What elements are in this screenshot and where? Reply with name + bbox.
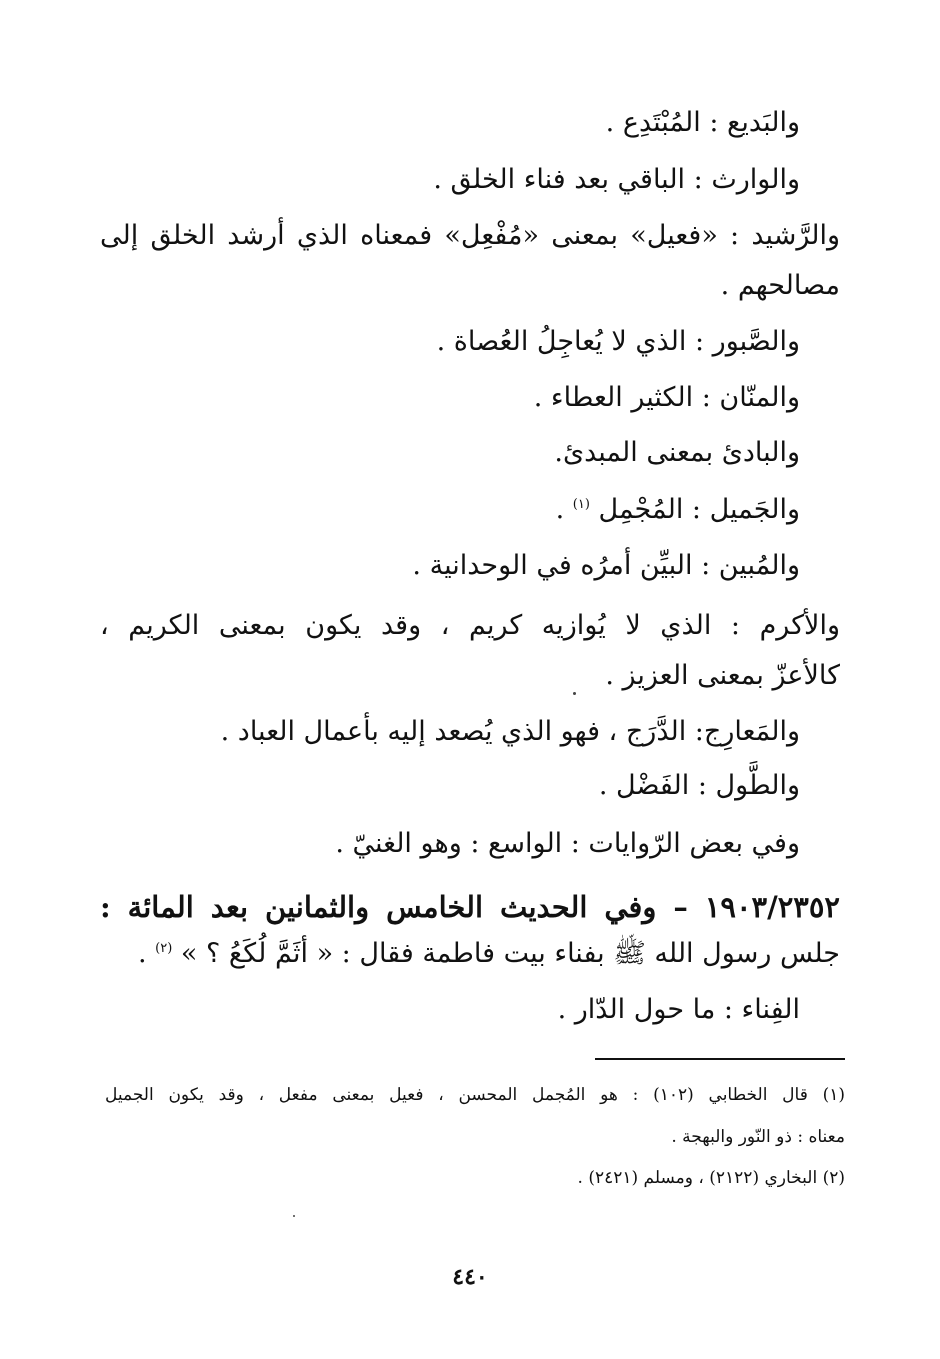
entry-al-tawl: والطَّول : الفَضْل . (598, 770, 800, 801)
hadith-heading: ١٩٠٣/٢٣٥٢ – وفي الحديث الخامس والثمانين بعد المائة : (100, 890, 840, 924)
hadith-explanation: الفِناء : ما حول الدّار . (557, 994, 800, 1025)
scan-speck (293, 1215, 295, 1217)
entry-al-badi-mubdi: والبادئ بمعنى المبدئ. (554, 437, 800, 468)
entry-riwayat: وفي بعض الرّوايات : الواسع : وهو الغنيّ . (335, 828, 800, 859)
entry-al-akram-continued: كالأعزّ بمعنى العزيز . (605, 660, 840, 691)
entry-al-rashid: والرَّشيد : «فعيل» بمعنى «مُفْعِل» فمعناه الذي أرشد الخلق إلى (100, 220, 840, 251)
entry-al-akram: والأكرم : الذي لا يُوازيه كريم ، وقد يكون بمعنى الكريم ، (100, 610, 840, 641)
page-number: ٤٤٠ (452, 1264, 488, 1290)
entry-al-jamil-end: . (555, 494, 565, 525)
entry-al-mannan: والمنّان : الكثير العطاء . (533, 382, 800, 413)
entry-al-badi: والبَديع : المُبْتَدِع . (605, 107, 800, 138)
footnote-ref-2: (٢) (155, 941, 173, 956)
footnote-2: (٢) البخاري (٢١٢٢) ، ومسلم (٢٤٢١) . (577, 1168, 845, 1188)
entry-al-jamil-text: والجَميل : المُجْمِل (598, 494, 800, 525)
entry-al-sabur: والصَّبور : الذي لا يُعاجِلُ العُصاة . (436, 326, 800, 357)
hadith-text-end: . (137, 938, 147, 969)
entry-al-warith: والوارث : الباقي بعد فناء الخلق . (433, 164, 800, 195)
entry-al-maarij: والمَعارِج: الدَّرَج ، فهو الذي يُصعد إليه بأعمال العباد . (220, 716, 800, 747)
footnote-1: (١) قال الخطابي (١٠٢) : هو المُجمل المحسن ، فعيل بمعنى مفعل ، وقد يكون الجميل (105, 1085, 845, 1105)
entry-al-mubin: والمُبين : البيِّن أمرُه في الوحدانية . (412, 550, 800, 581)
scan-speck (573, 692, 576, 695)
footnote-separator (595, 1058, 845, 1060)
footnote-ref-1: (١) (572, 497, 590, 512)
entry-al-jamil (556, 490, 800, 530)
footnote-1-continued: معناه : ذو النّور والبهجة . (671, 1127, 845, 1147)
hadith-text-body: جلس رسول الله ﷺ بفناء بيت فاطمة فقال : « أثَمَّ لُكَعُ ؟ » (180, 938, 840, 969)
hadith-text (138, 934, 840, 974)
entry-al-rashid-continued: مصالحهم . (720, 270, 840, 301)
